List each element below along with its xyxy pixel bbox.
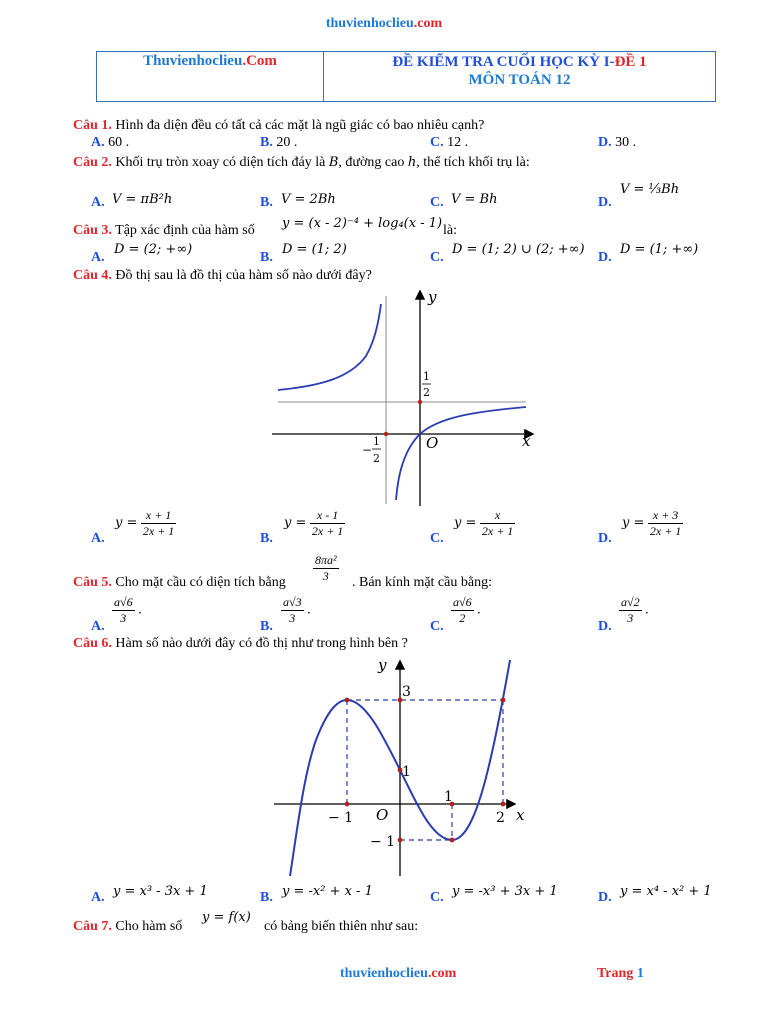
question-5-number: Câu 5.	[73, 575, 112, 590]
option-label: D.	[598, 531, 612, 546]
q4-option-b-value: y = $\frac{x - 1}{2x + 1}$	[284, 508, 344, 538]
page-number-value: 1	[636, 966, 644, 981]
q5-option-b[interactable]	[260, 619, 273, 635]
question-5-text-b: . Bán kính mặt cầu bằng:	[352, 575, 492, 590]
q6-option-d-value: y = x⁴ - x² + 1	[620, 884, 712, 899]
q6-option-c[interactable]	[430, 890, 444, 906]
area-numerator: 8πa²	[315, 553, 337, 567]
q4-option-b[interactable]	[260, 531, 273, 547]
footer-site-part1: thuvienhoclieu	[340, 966, 428, 981]
q3-option-b[interactable]	[260, 250, 273, 266]
x-axis-label: x	[516, 806, 525, 824]
q6-option-a-value: y = x³ - 3x + 1	[113, 884, 208, 899]
question-6	[73, 636, 408, 652]
hyperbola-graph	[270, 286, 540, 508]
origin-label: O	[376, 806, 389, 824]
question-6-number: Câu 6.	[73, 636, 112, 651]
question-2-text-b: , đường cao	[338, 155, 405, 170]
x-intercept-point	[384, 432, 388, 436]
question-3-text-a: Tập xác định của hàm số	[115, 223, 255, 238]
option-label: C.	[430, 890, 444, 905]
q5-option-a-value: $\frac{a√6}{3}$ .	[114, 595, 142, 625]
header-title-line1: ĐỀ KIỂM TRA CUỐI HỌC KỲ I-	[392, 54, 615, 70]
y-half-den: 2	[423, 386, 430, 399]
question-3-text-b: là:	[443, 223, 457, 238]
question-2-var-h: h	[407, 155, 417, 170]
fraction-denominator: 2x + 1	[142, 524, 175, 538]
tick-2-x-label: 2	[496, 810, 505, 826]
y-axis-label: y	[378, 656, 387, 674]
option-label: A.	[91, 250, 105, 265]
q6-option-b[interactable]	[260, 890, 273, 906]
question-7-text-b: có bảng biến thiên như sau:	[264, 919, 419, 934]
option-label: C.	[430, 250, 444, 265]
graph-points	[345, 698, 506, 843]
q4-option-d[interactable]	[598, 531, 612, 547]
q2-option-c[interactable]	[430, 195, 444, 211]
footer-site-part2: .com	[427, 966, 457, 981]
question-5	[73, 575, 286, 591]
q3-option-d[interactable]	[598, 250, 612, 266]
question-3-formula: y = (x - 2)⁻⁴ + log₄(x - 1)	[282, 216, 443, 231]
fraction-numerator: a√6	[114, 595, 133, 609]
question-4	[73, 268, 372, 284]
header-brand-part2: .Com	[242, 53, 277, 69]
option-label: D.	[598, 619, 612, 634]
question-2	[73, 155, 530, 171]
option-label: D.	[598, 250, 612, 265]
header-subject: MÔN TOÁN 12	[468, 72, 571, 88]
question-4-number: Câu 4.	[73, 268, 112, 283]
origin-label: O	[426, 434, 439, 452]
option-label: B.	[260, 531, 273, 546]
fraction-numerator: x	[480, 508, 515, 524]
q2-option-a-value: V = πB²h	[112, 192, 173, 207]
q6-option-a[interactable]	[91, 890, 105, 906]
q3-option-a-value: D = (2; +∞)	[114, 242, 193, 257]
fraction-denominator: 2x + 1	[311, 524, 344, 538]
q4-option-c-value: y = $\frac{x}{2x + 1}$	[454, 508, 514, 538]
q4-option-c[interactable]	[430, 531, 444, 547]
q2-option-d[interactable]	[598, 195, 612, 211]
tick-minus1-y-label: − 1	[370, 834, 396, 850]
header-title	[324, 53, 715, 89]
page-number-label: Trang	[597, 966, 634, 981]
q2-option-d-value: V = ⅓Bh	[620, 182, 680, 197]
question-3-number: Câu 3.	[73, 223, 112, 238]
q3-option-c-value: D = (1; 2) ∪ (2; +∞)	[452, 242, 585, 257]
tick-minus1-x-label: − 1	[328, 810, 354, 826]
option-label: B.	[260, 619, 273, 634]
q3-option-b-value: D = (1; 2)	[282, 242, 347, 257]
tick-1-x-label: 1	[444, 789, 453, 805]
header-brand	[97, 53, 323, 70]
x-half-num: 1	[373, 435, 380, 448]
option-value: 12 .	[447, 135, 469, 150]
site-name-part2: .com	[413, 16, 443, 31]
q5-option-c[interactable]	[430, 619, 444, 635]
fraction-numerator: x + 1	[141, 508, 176, 524]
option-label: A.	[91, 890, 105, 905]
q1-option-c[interactable]	[430, 135, 468, 151]
curve-left-branch	[278, 304, 381, 390]
area-denominator: 3	[322, 569, 329, 583]
y-axis-label: y	[428, 288, 437, 306]
option-label: D.	[598, 195, 612, 210]
option-label: D.	[598, 890, 612, 905]
question-5-area	[313, 553, 339, 584]
option-label: C.	[430, 135, 444, 150]
q3-option-d-value: D = (1; +∞)	[620, 242, 699, 257]
q5-option-b-value: $\frac{a√3}{3}$ .	[283, 595, 311, 625]
option-label: C.	[430, 195, 444, 210]
question-4-text: Đồ thị sau là đồ thị của hàm số nào dưới đây?	[115, 268, 372, 283]
q1-option-b[interactable]	[260, 135, 297, 151]
option-label: B.	[260, 135, 273, 150]
fraction-denominator: 2x + 1	[649, 524, 682, 538]
site-name-part1: thuvienhoclieu	[325, 16, 414, 31]
cubic-graph	[270, 654, 540, 880]
header-brand-part1: Thuvienhoclieu	[143, 53, 243, 69]
fraction-denominator: 2	[459, 611, 466, 625]
question-2-text-c: , thể tích khối trụ là:	[416, 155, 530, 170]
x-half-minus: −	[362, 443, 373, 457]
question-5-text-a: Cho mặt cầu có diện tích bằng	[115, 575, 286, 590]
fraction-numerator: a√2	[621, 595, 640, 609]
question-7-formula: y = f(x)	[202, 910, 251, 925]
option-label: B.	[260, 890, 273, 905]
q5-option-d-value: $\frac{a√2}{3}$ .	[621, 595, 649, 625]
q5-option-a[interactable]	[91, 619, 105, 635]
question-7-text-a: Cho hàm số	[115, 919, 183, 934]
question-7-number: Câu 7.	[73, 919, 112, 934]
option-label: B.	[260, 195, 273, 210]
q6-option-d[interactable]	[598, 890, 612, 906]
fraction-numerator: a√3	[283, 595, 302, 609]
option-value: 20 .	[276, 135, 298, 150]
question-3	[73, 223, 255, 239]
option-value: 60 .	[108, 135, 130, 150]
question-6-text: Hàm số nào dưới đây có đồ thị như trong hình bên ?	[115, 636, 408, 651]
option-label: B.	[260, 250, 273, 265]
header-title-line1-accent: ĐỀ 1	[614, 54, 647, 70]
option-label: A.	[91, 135, 105, 150]
q4-option-d-value: y = $\frac{x + 3}{2x + 1}$	[622, 508, 682, 538]
site-name-footer[interactable]	[340, 966, 456, 982]
exam-header-box	[96, 51, 716, 102]
question-2-text-a: Khối trụ tròn xoay có diện tích đáy là	[115, 155, 326, 170]
option-label: A.	[91, 531, 105, 546]
q3-option-c[interactable]	[430, 250, 444, 266]
q6-option-c-value: y = -x³ + 3x + 1	[452, 884, 558, 899]
q2-option-b[interactable]	[260, 195, 273, 211]
q2-option-a[interactable]	[91, 195, 105, 211]
q2-option-c-value: V = Bh	[451, 192, 498, 207]
q6-option-b-value: y = -x² + x - 1	[282, 884, 373, 899]
q5-option-c-value: $\frac{a√6}{2}$ .	[453, 595, 481, 625]
question-1	[73, 118, 484, 134]
q4-option-a[interactable]	[91, 531, 105, 547]
fraction-denominator: 2x + 1	[481, 524, 514, 538]
question-2-var-b: B	[328, 155, 339, 170]
page-number	[597, 966, 644, 982]
fraction-denominator: 3	[627, 611, 634, 625]
fraction-numerator: x + 3	[648, 508, 683, 524]
question-1-number: Câu 1.	[73, 118, 112, 133]
q2-option-b-value: V = 2Bh	[281, 192, 336, 207]
option-label: D.	[598, 135, 612, 150]
option-value: 30 .	[615, 135, 637, 150]
option-label: A.	[91, 195, 105, 210]
tick-3-label: 3	[402, 684, 411, 700]
option-label: C.	[430, 531, 444, 546]
q1-option-d[interactable]	[598, 135, 636, 151]
y-tick-point	[418, 400, 422, 404]
option-label: A.	[91, 619, 105, 634]
question-7	[73, 919, 182, 935]
site-name-top[interactable]	[0, 16, 768, 32]
q5-option-d[interactable]	[598, 619, 612, 635]
y-half-num: 1	[423, 370, 430, 383]
fraction-denominator: 3	[120, 611, 127, 625]
fraction-numerator: a√6	[453, 595, 472, 609]
question-1-text: Hình đa diện đều có tất cả các mặt là ngũ giác có bao nhiêu cạnh?	[115, 118, 485, 133]
curve-right-branch	[396, 407, 526, 500]
fraction-denominator: 3	[289, 611, 296, 625]
question-2-number: Câu 2.	[73, 155, 112, 170]
q1-option-a[interactable]	[91, 135, 129, 151]
x-axis-label: x	[522, 432, 531, 450]
tick-1-y-label: 1	[402, 764, 411, 780]
fraction-numerator: x - 1	[310, 508, 345, 524]
q4-option-a-value: y = $\frac{x + 1}{2x + 1}$	[115, 508, 175, 538]
q3-option-a[interactable]	[91, 250, 105, 266]
option-label: C.	[430, 619, 444, 634]
x-half-den: 2	[373, 452, 380, 465]
